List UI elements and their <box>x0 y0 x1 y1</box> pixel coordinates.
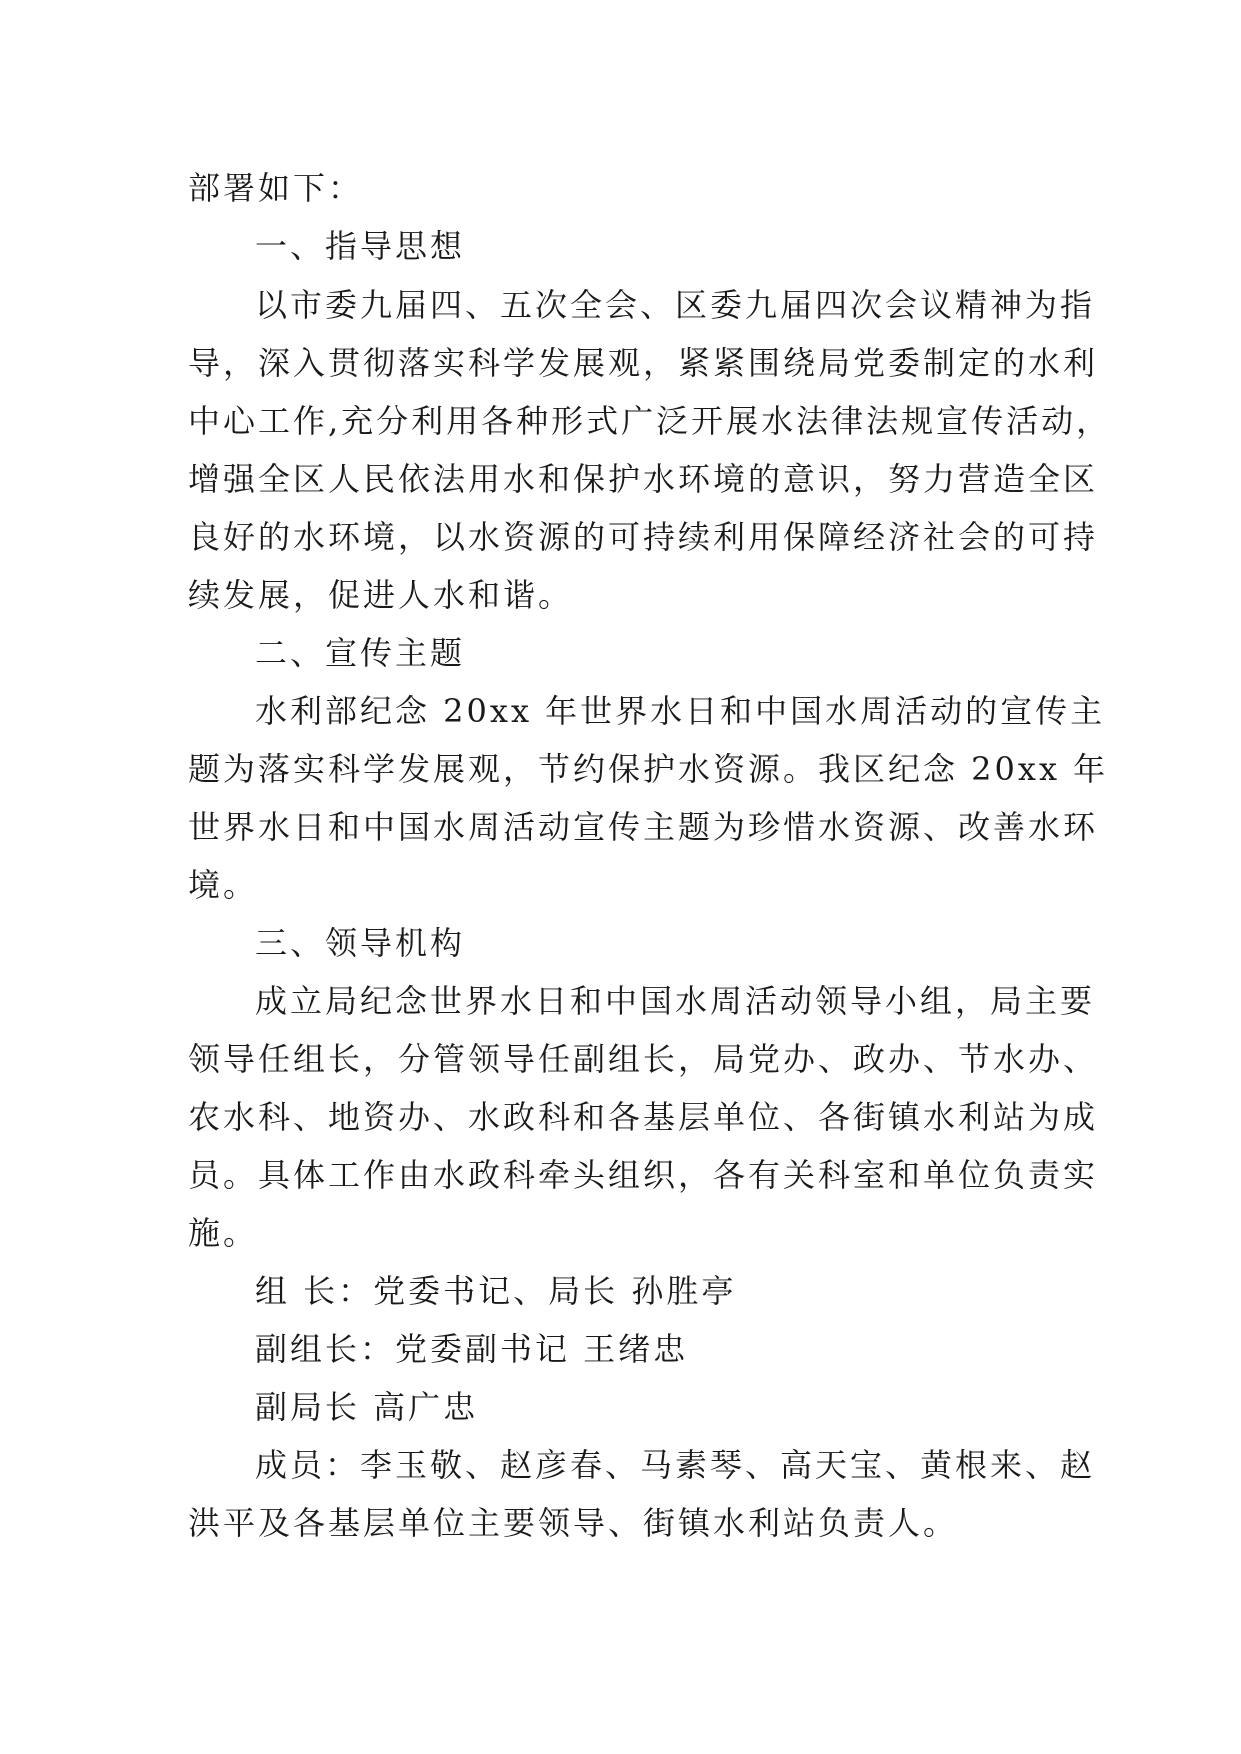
text-line: 部署如下： <box>188 169 364 207</box>
text-line: 续发展，促进人水和谐。 <box>188 576 574 614</box>
section-heading: 二、宣传主题 <box>255 634 466 672</box>
text-line: 世界水日和中国水周活动宣传主题为珍惜水资源、改善水环 <box>188 808 1099 846</box>
members-line-continued: 洪平及各基层单位主要领导、街镇水利站负责人。 <box>188 1504 959 1542</box>
text-line: 领导任组长，分管领导任副组长，局党办、政办、节水办、 <box>188 1040 1099 1078</box>
text-line: 水利部纪念 20xx 年世界水日和中国水周活动的宣传主 <box>255 692 1106 730</box>
text-line: 中心工作,充分利用各种形式广泛开展水法律法规宣传活动， <box>188 402 1112 440</box>
deputy-leader-line: 副组长：党委副书记 王绪忠 <box>255 1330 689 1368</box>
text-line: 增强全区人民依法用水和保护水环境的意识，努力营造全区 <box>188 460 1099 498</box>
text-line: 施。 <box>188 1214 259 1252</box>
text-line: 题为落实科学发展观，节约保护水资源。我区纪念 20xx 年 <box>188 750 1109 788</box>
deputy-director-line: 副局长 高广忠 <box>255 1388 479 1426</box>
members-line: 成员：李玉敬、赵彦春、马素琴、高天宝、黄根来、赵 <box>255 1446 1096 1484</box>
section-heading: 一、指导思想 <box>255 227 466 265</box>
leader-line: 组 长：党委书记、局长 孙胜亭 <box>255 1272 737 1310</box>
text-line: 农水科、地资办、水政科和各基层单位、各街镇水利站为成 <box>188 1098 1099 1136</box>
text-line: 导，深入贯彻落实科学发展观，紧紧围绕局党委制定的水利 <box>188 344 1099 382</box>
text-line: 良好的水环境，以水资源的可持续利用保障经济社会的可持 <box>188 518 1099 556</box>
text-line: 成立局纪念世界水日和中国水周活动领导小组，局主要 <box>255 982 1096 1020</box>
section-heading: 三、领导机构 <box>255 924 466 962</box>
text-line: 员。具体工作由水政科牵头组织，各有关科室和单位负责实 <box>188 1156 1099 1194</box>
text-line: 以市委九届四、五次全会、区委九届四次会议精神为指 <box>255 286 1096 324</box>
text-line: 境。 <box>188 866 259 904</box>
